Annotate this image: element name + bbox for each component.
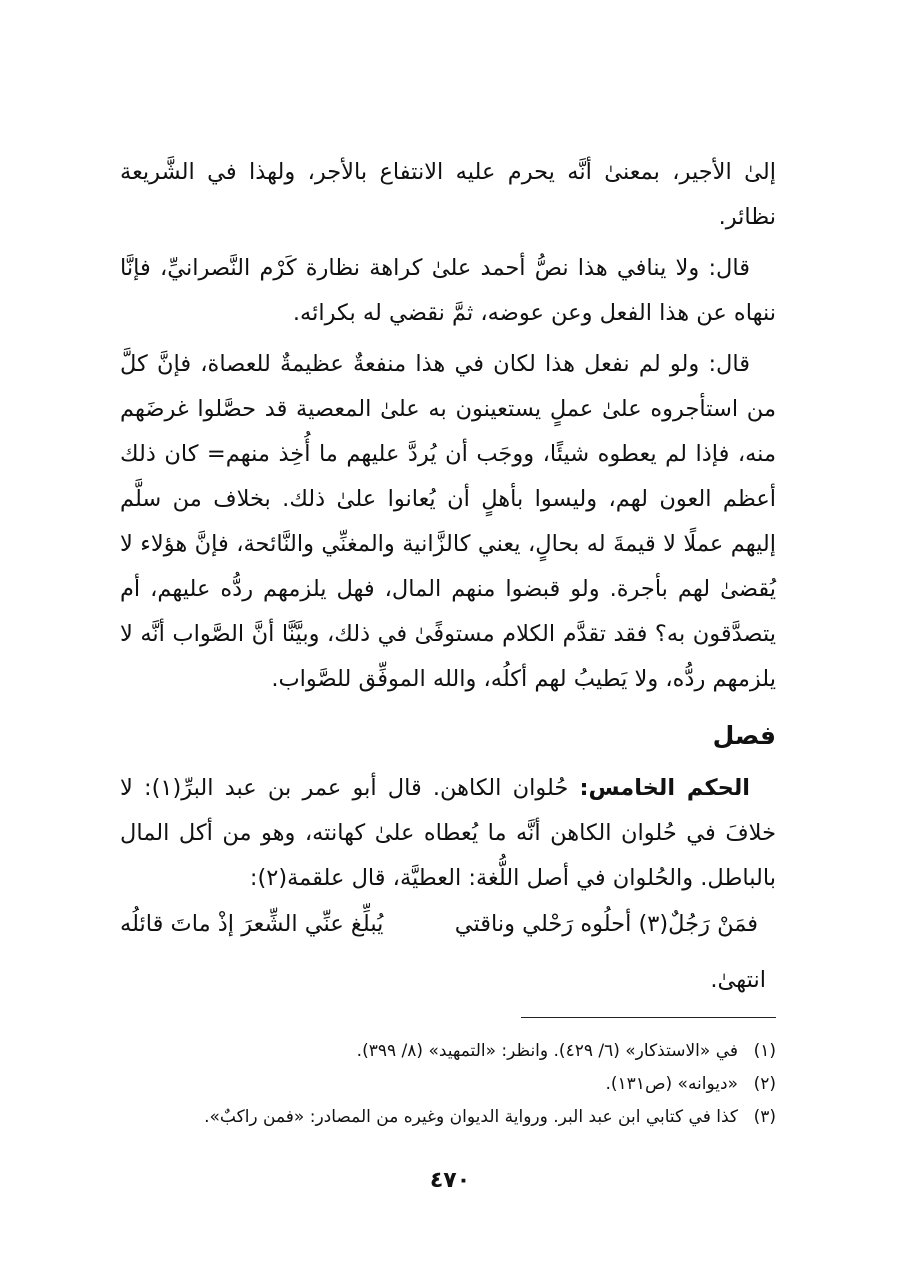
footnote-number: (١) [753, 1041, 776, 1061]
footnote-number: (٢) [753, 1074, 776, 1094]
section-heading: فصل [712, 721, 776, 750]
poem-first-hemistich: فمَنْ رَجُلٌ(٣) أحلُوه رَحْلي وناقتي [454, 911, 758, 937]
footnote-text: كذا في كتابي ابن عبد البر. ورواية الديوان وغيره من المصادر: «فمن راكبٌ». [204, 1107, 738, 1127]
footnotes [120, 1035, 776, 1134]
footnote-text: «ديوانه» (ص١٣١). [605, 1074, 738, 1094]
poem-verse [120, 900, 776, 948]
main-text [120, 150, 776, 901]
paragraph: قال: ولا ينافي هذا نصُّ أحمد علىٰ كراهة نظارة كَرْم النَّصرانيِّ، فإنَّا ننهاه عن هذا الفعل وعن عوضه، ثمَّ نقضي له بكرائه. [120, 255, 776, 326]
footnote-divider [521, 1017, 776, 1018]
poem-second-hemistich: يُبلِّغ عنِّي الشِّعرَ إذْ ماتَ قائلُه [120, 911, 384, 937]
paragraph-continuation: إلىٰ الأجير، بمعنىٰ أنَّه يحرم عليه الانتفاع بالأجر، ولهذا في الشَّريعة نظائر. [120, 159, 776, 230]
closing-word: انتهىٰ. [710, 967, 766, 993]
ruling-paragraph [120, 766, 776, 901]
footnote [120, 1035, 776, 1068]
ruling-text: حُلوان الكاهن. قال أبو عمر بن عبد البرِّ(١): لا خلافَ في حُلوان الكاهن أنَّه ما يُعطاه علىٰ كهانته، وهو من أكل المال بالباطل. والحُلوان في أصل اللُّغة: العطيَّة، قال علقمة(٢): [120, 775, 776, 891]
ruling-label: الحكم الخامس: [579, 775, 751, 801]
footnote-number: (٣) [753, 1107, 776, 1127]
footnote [120, 1068, 776, 1101]
paragraph: قال: ولو لم نفعل هذا لكان في هذا منفعةٌ عظيمةٌ للعصاة، فإنَّ كلَّ من استأجروه علىٰ عملٍ يستعينون به علىٰ المعصية قد حصَّلوا غرضَهم منه، فإذا لم يعطوه شيئًا، ووجَب أن يُردَّ عليهم ما أُخِذ منهم= كان ذلك أعظم العون لهم، وليسوا بأهلٍ أن يُعانوا علىٰ ذلك. بخلاف من سلَّم إليهم عملًا لا قيمةَ له بحالٍ، يعني كالزَّانية والمغنِّي والنَّائحة، فإنَّ هؤلاء لا يُقضىٰ لهم بأجرة. ولو قبضوا منهم المال، فهل يلزمهم ردُّه عليهم، أم يتصدَّقون به؟ فقد تقدَّم الكلام مستوفًىٰ في ذلك، وبيَّنَّا أنَّ الصَّواب أنَّه لا يلزمهم ردُّه، ولا يَطيبُ لهم أكلُه، والله الموفِّق للصَّواب. [120, 351, 776, 692]
footnote [120, 1101, 776, 1134]
footnote-text: في «الاستذكار» (٦/ ٤٢٩). وانظر: «التمهيد» (٨/ ٣٩٩). [356, 1041, 738, 1061]
page-number: ٤٧٠ [429, 1168, 471, 1193]
